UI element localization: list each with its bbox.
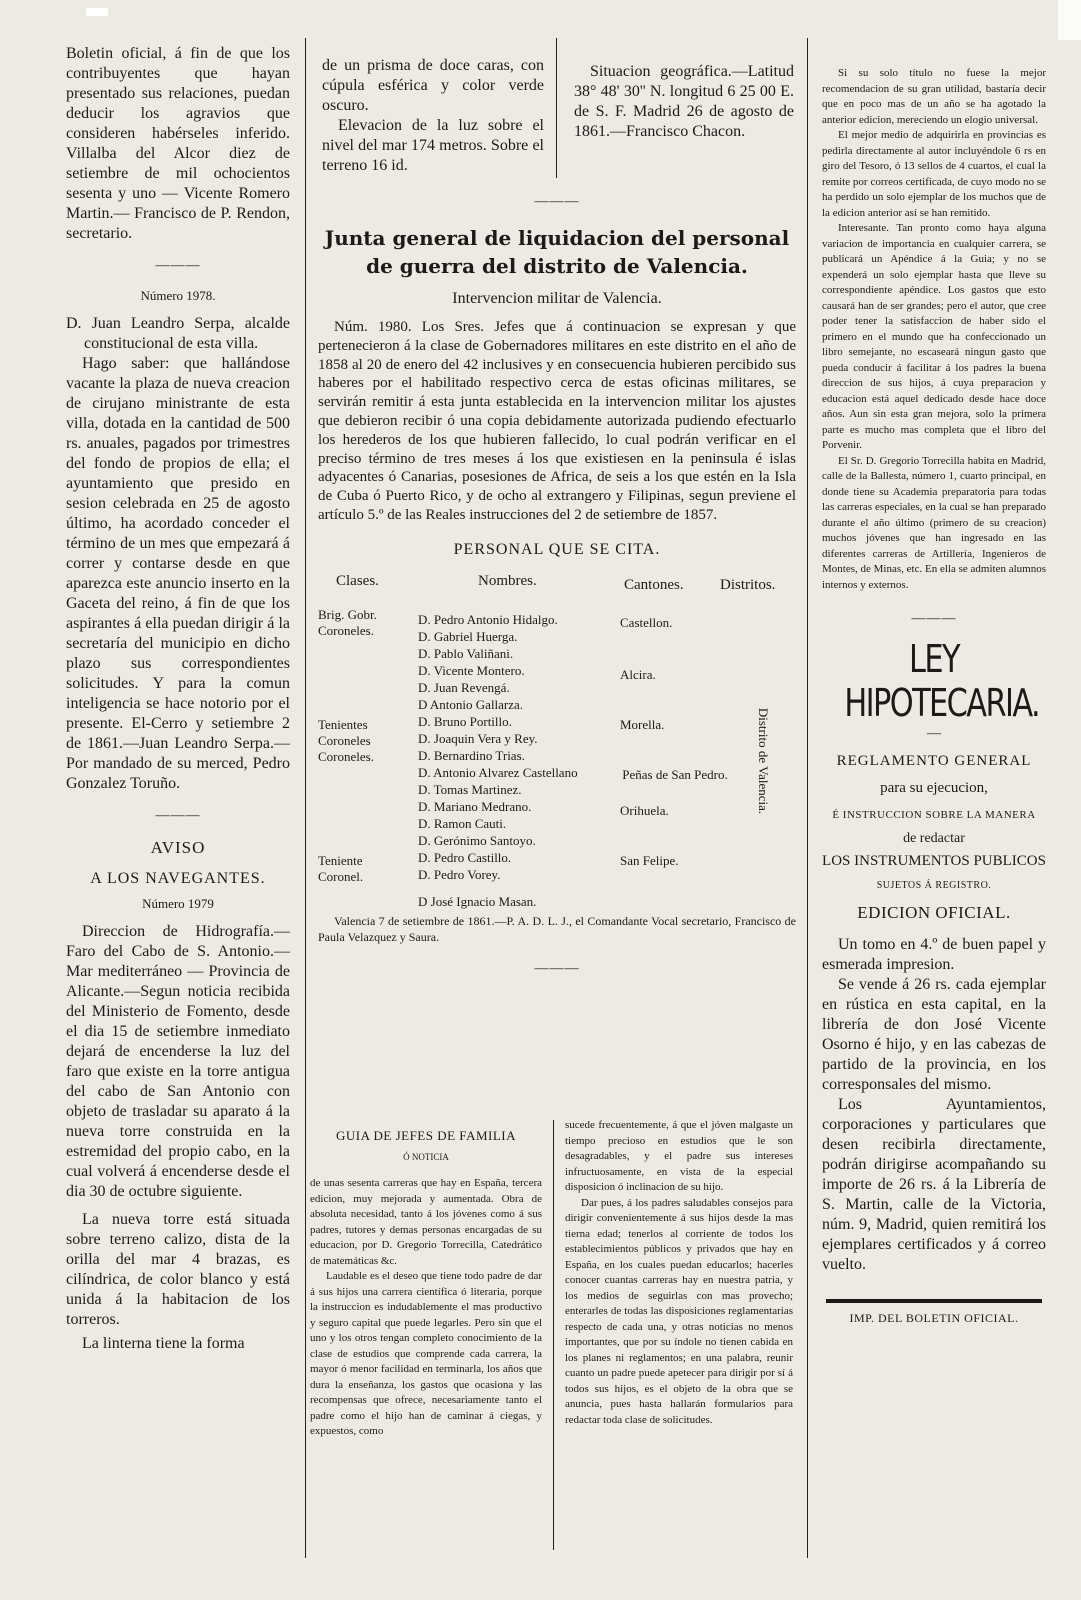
- instruccion: É INSTRUCCION SOBRE LA MANERA: [832, 809, 1036, 821]
- notice-number-1979: Número 1979: [142, 896, 214, 911]
- column-1: [66, 44, 290, 1354]
- nombre: D. Juan Revengá.: [418, 679, 510, 695]
- col4-p2: El mejor medio de adquirirla en provincias es pedirla directamente al autor incluyéndole 6 rs en giro del Tesoro, ó 13 sellos de 4 cuartos, el cual la remite por correos certificada, de cuyo modo no se ha perdido un solo ejemplar de los muchos que de la edicion anterior así se han remitido.: [822, 129, 1046, 219]
- paper-edge: [1058, 0, 1081, 40]
- paper-tear: [86, 8, 108, 16]
- junta-body: Núm. 1980. Los Sres. Jefes que á continuacion se expresan y que pertenecieron á la clase de Gobernadores militares en este distrito en el año de 1858 al 20 de enero del 42 inclusives y en consecuencia hubieren percibido sus haberes por el habilitado respectivo cerca de estas oficinas militares, se servirán remitir á esta junta establecida en la intervencion militar los ajustes que debieron recibir ó una copia debidamente autorizada pudiendo efectuarlo los herederos de los que hubieren fallecido, lo cual podrán verificar en el preciso término de tres meses á los que existiesen en la peninsula é islas adyacentes ó Canarias, posesiones de Africa, de seis a los que estén en la Isla de Cuba ó Puerto Rico, y de ocho al extrangero y Filipinas, segun previene el artículo 5.º de las Reales instrucciones del 2 de setiembre de 1857.: [318, 319, 796, 523]
- col4-p3: Interesante. Tan pronto como haya alguna variacion de importancia en cualquier carrera, se publicará un Apéndice á la Guia; y no se expenderá un solo ejemplar hasta que lleve su correspondiente apéndice. Los gastos que esto causará han de ser grandes; pero el autor, que cree poder tener la satisfaccion de haber sido el primero en el mundo que ha confeccionado un libro semejante, no escaseará ningun gasto que pueda conducir á facilitar á los padres la buena direccion de sus hijos, á cuya preparacion y educacion está aquel dedicado desde hace doce años. Aun sin esta gran mejora, solo la primera parte es mucho mas completa que el libro del Porvenir.: [822, 222, 1046, 451]
- header-nombres: Nombres.: [478, 572, 537, 589]
- column-2-top: [322, 56, 544, 176]
- nombre: D. Pablo Valiñani.: [418, 645, 514, 661]
- canton: Orihuela.: [620, 802, 669, 818]
- nombres-list: [418, 611, 578, 910]
- column-rule-1: [305, 38, 306, 1558]
- nombre: D. Bruno Portillo.: [418, 713, 512, 729]
- ley-hipotecaria-title: LEY HIPOTECARIA.: [844, 637, 1040, 725]
- guia-right-p2: Dar pues, á los padres saludables consejos para dirigir convenientemente á sus hijos desde la mas tierna edad; tenerlos al corriente de todos los establecimientos públicos y privados que hay en España, en los cuales puedan educarlos; hacerles conocer cuantas carreras hay en nuestra patria, y los medios de seguirlas con mas provecho; enterarles de todas las disposiciones reglamentarias respecto de cada una, y otras noticias no menos importantes, que por su índole no tienen cabida en los planes ni reglamentos; en una palabra, reunir cuanto un padre puede apetecer para dirigir por sí á todos sus hijos, es el objeto de la obra que se anuncia, pues hasta hallarán formularios para redactar toda clase de solicitudes.: [565, 1196, 793, 1426]
- aviso-title: AVISO: [150, 838, 206, 857]
- divider: ———: [911, 611, 957, 626]
- column-4: [822, 66, 1046, 1326]
- ley-body-2: Se vende á 26 rs. cada ejemplar en rústica en esta capital, en la librería de don José Vicente Osorno é hijo, y en las cabezas de partido de la provincia, en los corresponsales del mismo.: [822, 976, 1046, 1093]
- clase-3: Teniente Coronel.: [318, 852, 364, 884]
- notice-number-1978: Número 1978.: [140, 288, 216, 303]
- faro-paragraph-3: La linterna tiene la forma: [82, 1335, 245, 1352]
- faro-paragraph-1: Direccion de Hidrografía.—Faro del Cabo de S. Antonio.—Mar mediterráneo — Provincia de Alicante.—Segun noticia recibida del Ministerio de Fomento, desde el dia 15 de setiembre inmediato dejará de encenderse la luz del faro que existe en la torre antigua del cabo de San Antonio con objeto de trasladar su aparato á la nueva torre construida en la estremidad del propio cabo, en la cual volverá á encenderse desde el dia 30 de octubre siguiente.: [66, 923, 290, 1200]
- small-dash: —: [927, 726, 941, 741]
- canton: Alcira.: [620, 666, 656, 682]
- nombre: D. Antonio Alvarez Castellano: [418, 764, 578, 780]
- para-su-ejecucion: para su ejecucion,: [880, 780, 988, 796]
- header-cantones: Cantones.: [624, 576, 684, 593]
- prism-paragraph: de un prisma de doce caras, con cúpula esférica y color verde oscuro.: [322, 57, 544, 114]
- nombre: D José Ignacio Masan.: [418, 893, 537, 909]
- junta-subtitle: Intervencion militar de Valencia.: [452, 290, 662, 307]
- column-rule-guia: [553, 1120, 554, 1550]
- guia-left-p1: de unas sesenta carreras que hay en España, tercera edicion, muy mejorada y aumentada. Obra de absoluta necesidad, tanto á los jóvenes como á sus padres, tutores y demas personas encargadas de su educacion, por D. Gregorio Torrecilla, Catedrático de matemáticas &c.: [310, 1177, 542, 1267]
- nombre: D. Ramon Cauti.: [418, 815, 507, 831]
- imprint-rule: [826, 1299, 1042, 1303]
- header-clases: Clases.: [336, 572, 379, 589]
- nombre: D. Pedro Castillo.: [418, 849, 512, 865]
- elevation-paragraph: Elevacion de la luz sobre el nivel del mar 174 metros. Sobre el terreno 16 id.: [322, 117, 544, 174]
- nombre: D. Mariano Medrano.: [418, 798, 532, 814]
- divider: ———: [534, 194, 580, 209]
- junta-section: [318, 194, 796, 977]
- canton: Castellon.: [620, 614, 673, 630]
- nombre: D. Bernardino Trias.: [418, 747, 525, 763]
- instrumentos: LOS INSTRUMENTOS PUBLICOS: [822, 853, 1046, 869]
- column-rule-3: [807, 38, 808, 1558]
- ley-body-1: Un tomo en 4.º de buen papel y esmerada impresion.: [822, 936, 1046, 973]
- reglamento: REGLAMENTO GENERAL: [836, 753, 1032, 769]
- ley-body-3: Los Ayuntamientos, corporaciones y particulares que desen recibirla directamente, podrán dirigirse acompañando su importe de 26 rs. á la Librería de S. Martin, calle de la Victoria, núm. 9, Madrid, quien remitirá los ejemplares certificados y á correo vuelto.: [822, 1096, 1046, 1273]
- nombre: D. Joaquin Vera y Rey.: [418, 730, 538, 746]
- canton: San Felipe.: [620, 852, 679, 868]
- nombre: D. Pedro Antonio Hidalgo.: [418, 611, 558, 627]
- nombre: D. Pedro Vorey.: [418, 866, 501, 882]
- personal-table: [318, 573, 796, 913]
- nombre: D. Gerónimo Santoyo.: [418, 832, 536, 848]
- serpa-body: Hago saber: que hallándose vacante la plaza de nueva creacion de cirujano ministrante de esta villa, dotada en la cantidad de 500 rs. anuales, pagados por trimestres del fondo de propios de ella; el ayuntamiento que presido en sesion celebrada en 25 de agosto último, ha acordado conceder el término de un mes que empezará á correr y contarse desde en que aparezca este anuncio inserto en la Gaceta del reino, á fin de que los aspirantes á ella puedan dirigir á la secretaría del municipio en dicho plazo sus correspondientes solicitudes. Y para la comun inteligencia se hace notorio por el presente. El-Cerro y setiembre 2 de 1861.—Juan Leandro Serpa.—Por mandado de su merced, Pedro Gonzalez Toruño.: [66, 355, 290, 792]
- aviso-subtitle: A LOS NAVEGANTES.: [90, 870, 266, 887]
- canton: Peñas de San Pedro.: [622, 766, 728, 782]
- header-distritos: Distritos.: [720, 576, 776, 593]
- personal-title: PERSONAL QUE SE CITA.: [453, 540, 661, 558]
- guia-left: [310, 1128, 542, 1440]
- junta-closing: Valencia 7 de setiembre de 1861.—P. A. D. L. J., el Comandante Vocal secretario, Francisco de Paula Velazquez y Saura.: [318, 913, 796, 944]
- column-3-top: [574, 62, 794, 142]
- sujetos: SUJETOS Á REGISTRO.: [876, 880, 992, 891]
- divider: ———: [534, 960, 580, 976]
- nombre: D Antonio Gallarza.: [418, 696, 524, 712]
- column-rule-2-top: [556, 38, 557, 178]
- col4-p1: Si su solo título no fuese la mejor recomendacion de su gran utilidad, bastaría decir que en poco mas de un año se ha agotado la anterior edicion, mereciendo un elogio universal.: [822, 67, 1046, 126]
- divider: ———: [155, 258, 201, 273]
- clase-1: Brig. Gobr. Coroneles.: [318, 606, 377, 638]
- guia-subtitle: Ó NOTICIA: [403, 1152, 449, 1162]
- imprint: IMP. DEL BOLETIN OFICIAL.: [849, 1311, 1019, 1325]
- nombre: D. Tomas Martinez.: [418, 781, 522, 797]
- faro-paragraph-2: La nueva torre está situada sobre terreno calizo, dista de la orilla del mar 4 brazas, es cilíndrica, de color blanco y está unida á la habitacion de los torreros.: [66, 1211, 290, 1328]
- top-paragraph: Boletin oficial, á fin de que los contribuyentes que hayan presentado sus relaciones, puedan deducir los agravios que consideren habérseles inferido. Villalba del Alcor diez de setiembre de mil ochocientos sesenta y uno — Vicente Romero Martin.— Francisco de P. Rendon, secretario.: [66, 45, 290, 242]
- serpa-intro: D. Juan Leandro Serpa, alcalde constitucional de esta villa.: [66, 315, 290, 352]
- clase-2: Tenientes Coroneles Coroneles.: [318, 716, 374, 764]
- guia-left-p2: Laudable es el deseo que tiene todo padre de dar á sus hijos una carrera científica ó literaria, porque la instruccion es indudablemente el mas productivo y seguro capital que puede legarles. Pero sin que el uno y los otros tengan completo conocimiento de la clase de estudios que comprende cada carrera, la mayor ó menor facilidad en terminarla, los años que dura la enseñanza, los gastos que ocasiona y las recompensas que ofrece, necesariamente tanto el padre como el hijo han de caminar á ciegas, y expuestos, como: [310, 1270, 542, 1437]
- guia-right: [565, 1118, 793, 1428]
- col4-p4: El Sr. D. Gregorio Torrecilla habita en Madrid, calle de la Ballesta, número 1, cuarto principal, en donde tiene su Academia preparatoria para todas las carreras especiales, en la cual se han preparado durante el año último (primero de su creacion) muchos jóvenes que han ingresado en las diferentes carreras de Artillería, Ingenieros de Montes, de Minas, etc. En ella se admiten alumnos internos y externos.: [822, 454, 1046, 591]
- guia-title: GUIA DE JEFES DE FAMILIA: [335, 1128, 517, 1143]
- nombre: D. Vicente Montero.: [418, 662, 525, 678]
- divider: ———: [155, 808, 201, 823]
- situation-paragraph: Situacion geográfica.—Latitud 38° 48' 30'' N. longitud 6 25 00 E. de S. F. Madrid 26 de agosto de 1861.—Francisco Chacon.: [574, 63, 794, 140]
- nombre: D. Gabriel Huerga.: [418, 628, 518, 644]
- guia-right-p1: sucede frecuentemente, á que el jóven malgaste un tiempo precioso en estudios que le son desagradables, y el padre sus intereses infructuosamente, en vista de la especial disposicion ó inclinacion de su hijo.: [565, 1119, 793, 1193]
- distrito-vertical: Distrito de Valencia.: [756, 707, 771, 814]
- de-redactar: de redactar: [903, 831, 965, 846]
- edicion-oficial: EDICION OFICIAL.: [857, 903, 1011, 922]
- junta-title: Junta general de liquidacion del personal de guerra del distrito de Valencia.: [324, 226, 790, 278]
- canton: Morella.: [620, 716, 665, 732]
